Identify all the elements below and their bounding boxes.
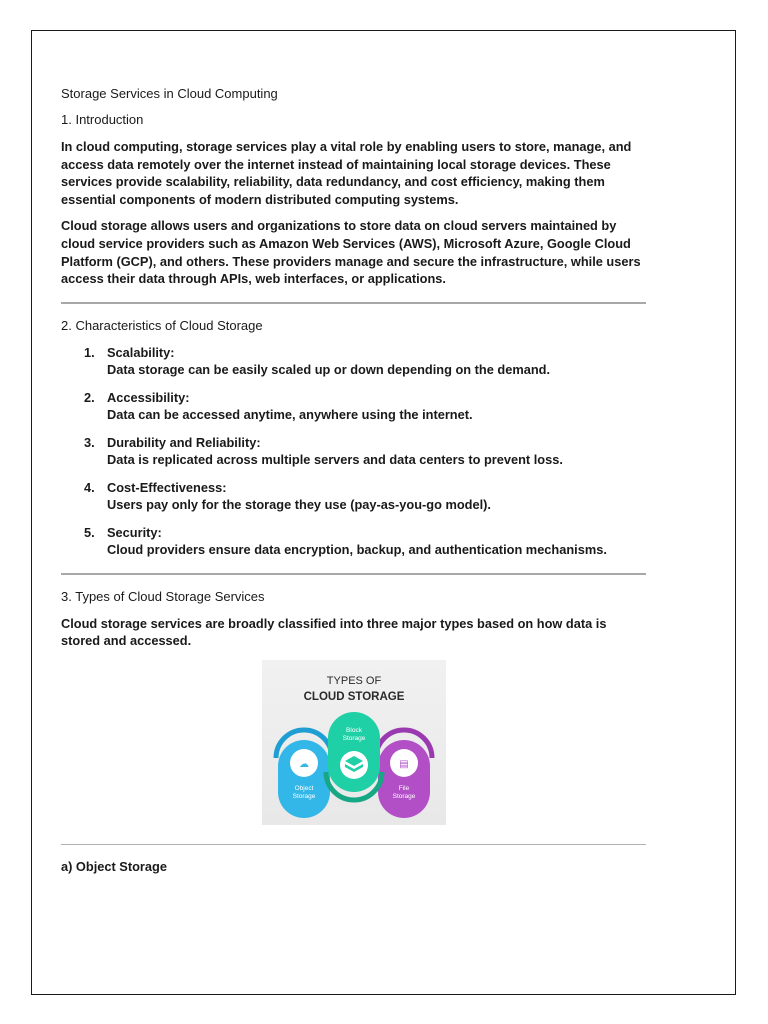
block-label-line2: Storage [342,734,365,742]
item-title: Accessibility: [107,389,190,405]
figure-container [61,660,646,830]
characteristics-list [61,344,646,559]
list-number: 2. [84,389,95,405]
list-item [61,389,646,424]
item-title: Durability and Reliability: [107,434,261,450]
cloud-icon: ☁ [298,758,309,770]
characteristics-heading: 2. Characteristics of Cloud Storage [61,317,263,333]
figure-title-line2: CLOUD STORAGE [303,690,404,703]
file-label-line1: File [398,784,409,792]
list-number: 5. [84,524,95,540]
section-divider [61,844,646,846]
item-description: Cloud providers ensure data encryption, backup, and authentication mechanisms. [107,542,607,558]
types-heading: 3. Types of Cloud Storage Services [61,588,265,604]
item-title: Cost-Effectiveness: [107,479,227,495]
intro-paragraph: In cloud computing, storage services play a vital role by enabling users to store, manage, and access data remotely over the internet instead of maintaining local storage devices. These services provide scalability, reliability, data redundancy, and cost efficiency, making them essential components of modern distributed computing systems. [61,139,632,207]
list-item [61,434,646,469]
list-number: 3. [84,434,95,450]
document-title: Storage Services in Cloud Computing [61,86,278,101]
item-description: Users pay only for the storage they use (pay-as-you-go model). [107,497,491,513]
file-icon: ▤ [398,758,409,770]
list-item [61,344,646,379]
list-number: 1. [84,344,95,360]
document-content [61,86,646,874]
item-title: Security: [107,524,162,540]
intro-heading: 1. Introduction [61,112,144,127]
block-label-line1: Block [345,726,362,734]
list-item [61,479,646,514]
list-number: 4. [84,479,95,495]
object-storage-subheading: a) Object Storage [61,859,167,875]
cloud-storage-diagram [262,660,446,825]
block-storage-shape [326,712,382,800]
types-paragraph: Cloud storage services are broadly classified into three major types based on how data is stored and accessed. [61,615,607,649]
object-label-line2: Storage [292,792,315,800]
section-divider [61,573,646,575]
item-description: Data storage can be easily scaled up or down depending on the demand. [107,362,551,378]
types-of-cloud-storage-figure [262,660,446,825]
figure-title-line1: TYPES OF [326,674,381,687]
section-divider [61,302,646,304]
item-description: Data is replicated across multiple servers and data centers to prevent loss. [107,452,563,468]
object-label-line1: Object [294,784,313,792]
list-item [61,524,646,559]
item-title: Scalability: [107,344,175,360]
item-description: Data can be accessed anytime, anywhere using the internet. [107,407,473,423]
intro-paragraph: Cloud storage allows users and organizations to store data on cloud servers maintained by cloud service providers such as Amazon Web Services (AWS), Microsoft Azure, Google Cloud Platform (GCP), and others. These providers manage and secure the infrastructure, while users access their data through APIs, web interfaces, or applications. [61,218,641,287]
file-label-line2: Storage [392,792,415,800]
